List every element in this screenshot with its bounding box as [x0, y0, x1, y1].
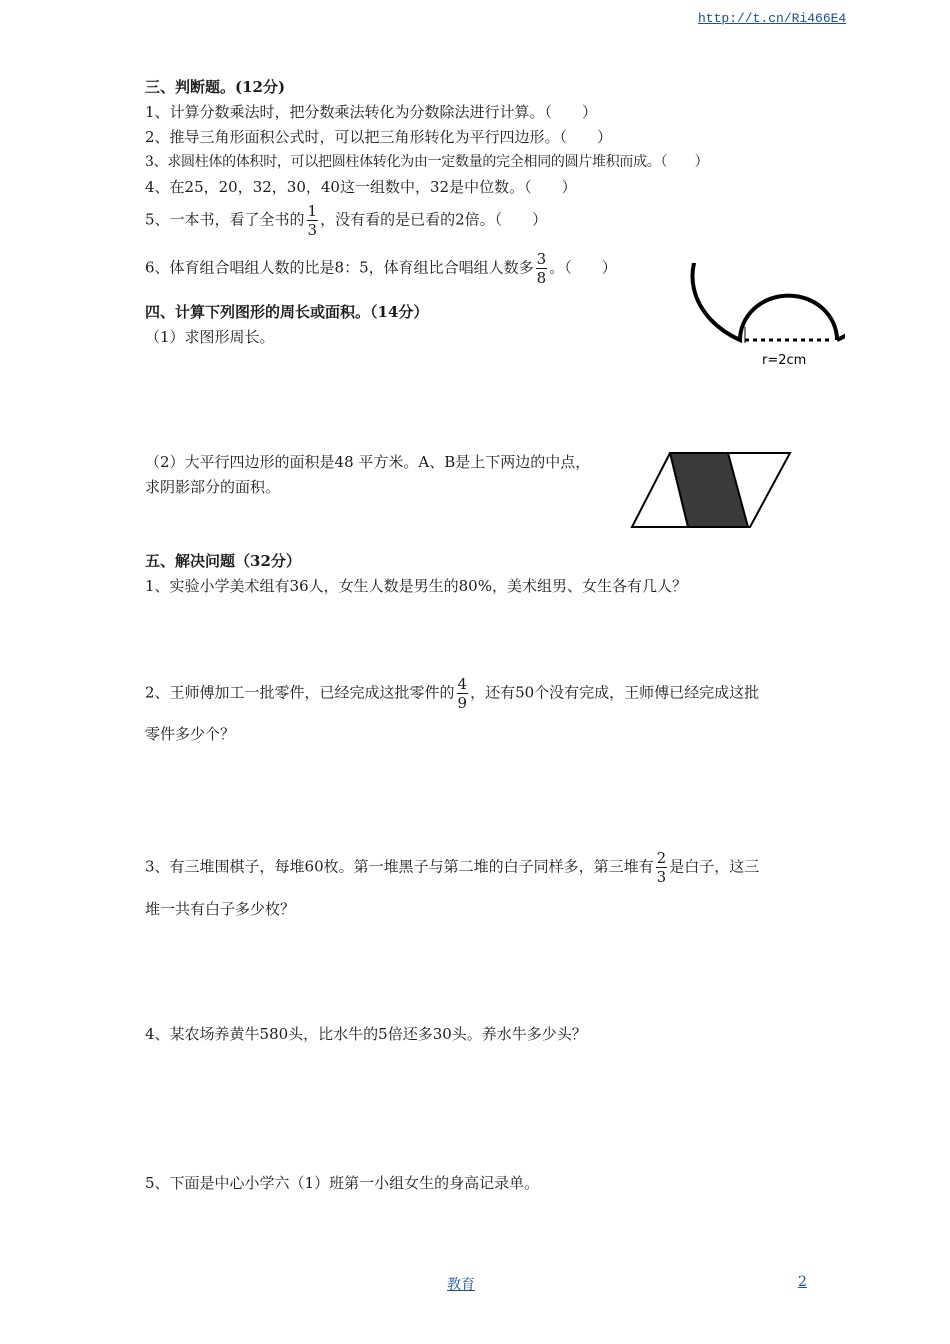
fraction-numerator: 4	[457, 675, 468, 693]
problem-q2-post: ，还有50个没有完成，王师傅已经完成这批	[470, 683, 760, 702]
page-number[interactable]: 2	[798, 1274, 807, 1290]
judge-q1: 1、计算分数乘法时，把分数乘法转化为分数除法进行计算。（ ）	[145, 103, 598, 121]
judge-q5-pre: 5、一本书，看了全书的	[145, 210, 305, 229]
problem-q1: 1、实验小学美术组有36人，女生人数是男生的80%，美术组男、女生各有几人？	[145, 577, 687, 595]
section3-title: 三、判断题。(12分)	[145, 78, 286, 96]
fraction-denominator: 8	[536, 269, 547, 287]
judge-q2: 2、推导三角形面积公式时，可以把三角形转化为平行四边形。（ ）	[145, 128, 613, 146]
fraction-one-third	[307, 202, 319, 239]
fraction-four-ninths	[457, 675, 469, 712]
judge-q5-post: ，没有看的是已看的2倍。（ ）	[320, 210, 548, 229]
problem-q2-pre: 2、王师傅加工一批零件，已经完成这批零件的	[145, 683, 455, 702]
section4-title: 四、计算下列图形的周长或面积。（14分）	[145, 303, 429, 321]
judge-q3: 3、求圆柱体的体积时，可以把圆柱体转化为由一定数量的完全相同的圆片堆积而成。（ ）	[145, 154, 709, 170]
judge-q6	[145, 250, 617, 287]
parallelogram-figure	[630, 450, 792, 530]
problem-q3-pre: 3、有三堆围棋子，每堆60枚。第一堆黑子与第二堆的白子同样多，第三堆有	[145, 857, 654, 876]
problem-q4: 4、某农场养黄牛580头，比水牛的5倍还多30头。养水牛多少头？	[145, 1025, 587, 1043]
section4-part1: （1）求图形周长。	[145, 328, 275, 346]
footer-center-link[interactable]: 教育	[447, 1277, 475, 1293]
judge-q6-pre: 6、体育组合唱组人数的比是8：5，体育组比合唱组人数多	[145, 258, 534, 277]
problem-q3	[145, 849, 759, 886]
semicircle-figure	[645, 263, 845, 393]
fraction-numerator: 2	[656, 849, 667, 867]
problem-q2-line2: 零件多少个？	[145, 725, 236, 743]
fraction-numerator: 1	[307, 202, 318, 220]
fraction-three-eighths	[536, 250, 548, 287]
fraction-two-thirds	[656, 849, 668, 886]
problem-q5: 5、下面是中心小学六（1）班第一小组女生的身高记录单。	[145, 1174, 540, 1192]
section4-part2-line2: 求阴影部分的面积。	[145, 478, 281, 496]
fraction-denominator: 3	[307, 221, 318, 239]
section5-title: 五、解决问题（32分）	[145, 552, 301, 570]
judge-q4: 4、在25，20，32，30，40这一组数中，32是中位数。（ ）	[145, 178, 577, 196]
problem-q3-line2: 堆一共有白子多少枚？	[145, 900, 296, 918]
fraction-numerator: 3	[536, 250, 547, 268]
problem-q3-post: 是白子，这三	[669, 857, 760, 876]
judge-q5	[145, 202, 547, 239]
judge-q6-post: 。（ ）	[549, 258, 617, 277]
figure-outline	[693, 263, 846, 340]
section4-part2-line1: （2）大平行四边形的面积是48 平方米。A、B是上下两边的中点，	[145, 453, 591, 471]
header-link[interactable]: http://t.cn/Ri466E4	[698, 11, 847, 26]
problem-q2	[145, 675, 759, 712]
radius-label: r=2cm	[762, 353, 807, 368]
fraction-denominator: 3	[656, 868, 667, 886]
fraction-denominator: 9	[457, 694, 468, 712]
